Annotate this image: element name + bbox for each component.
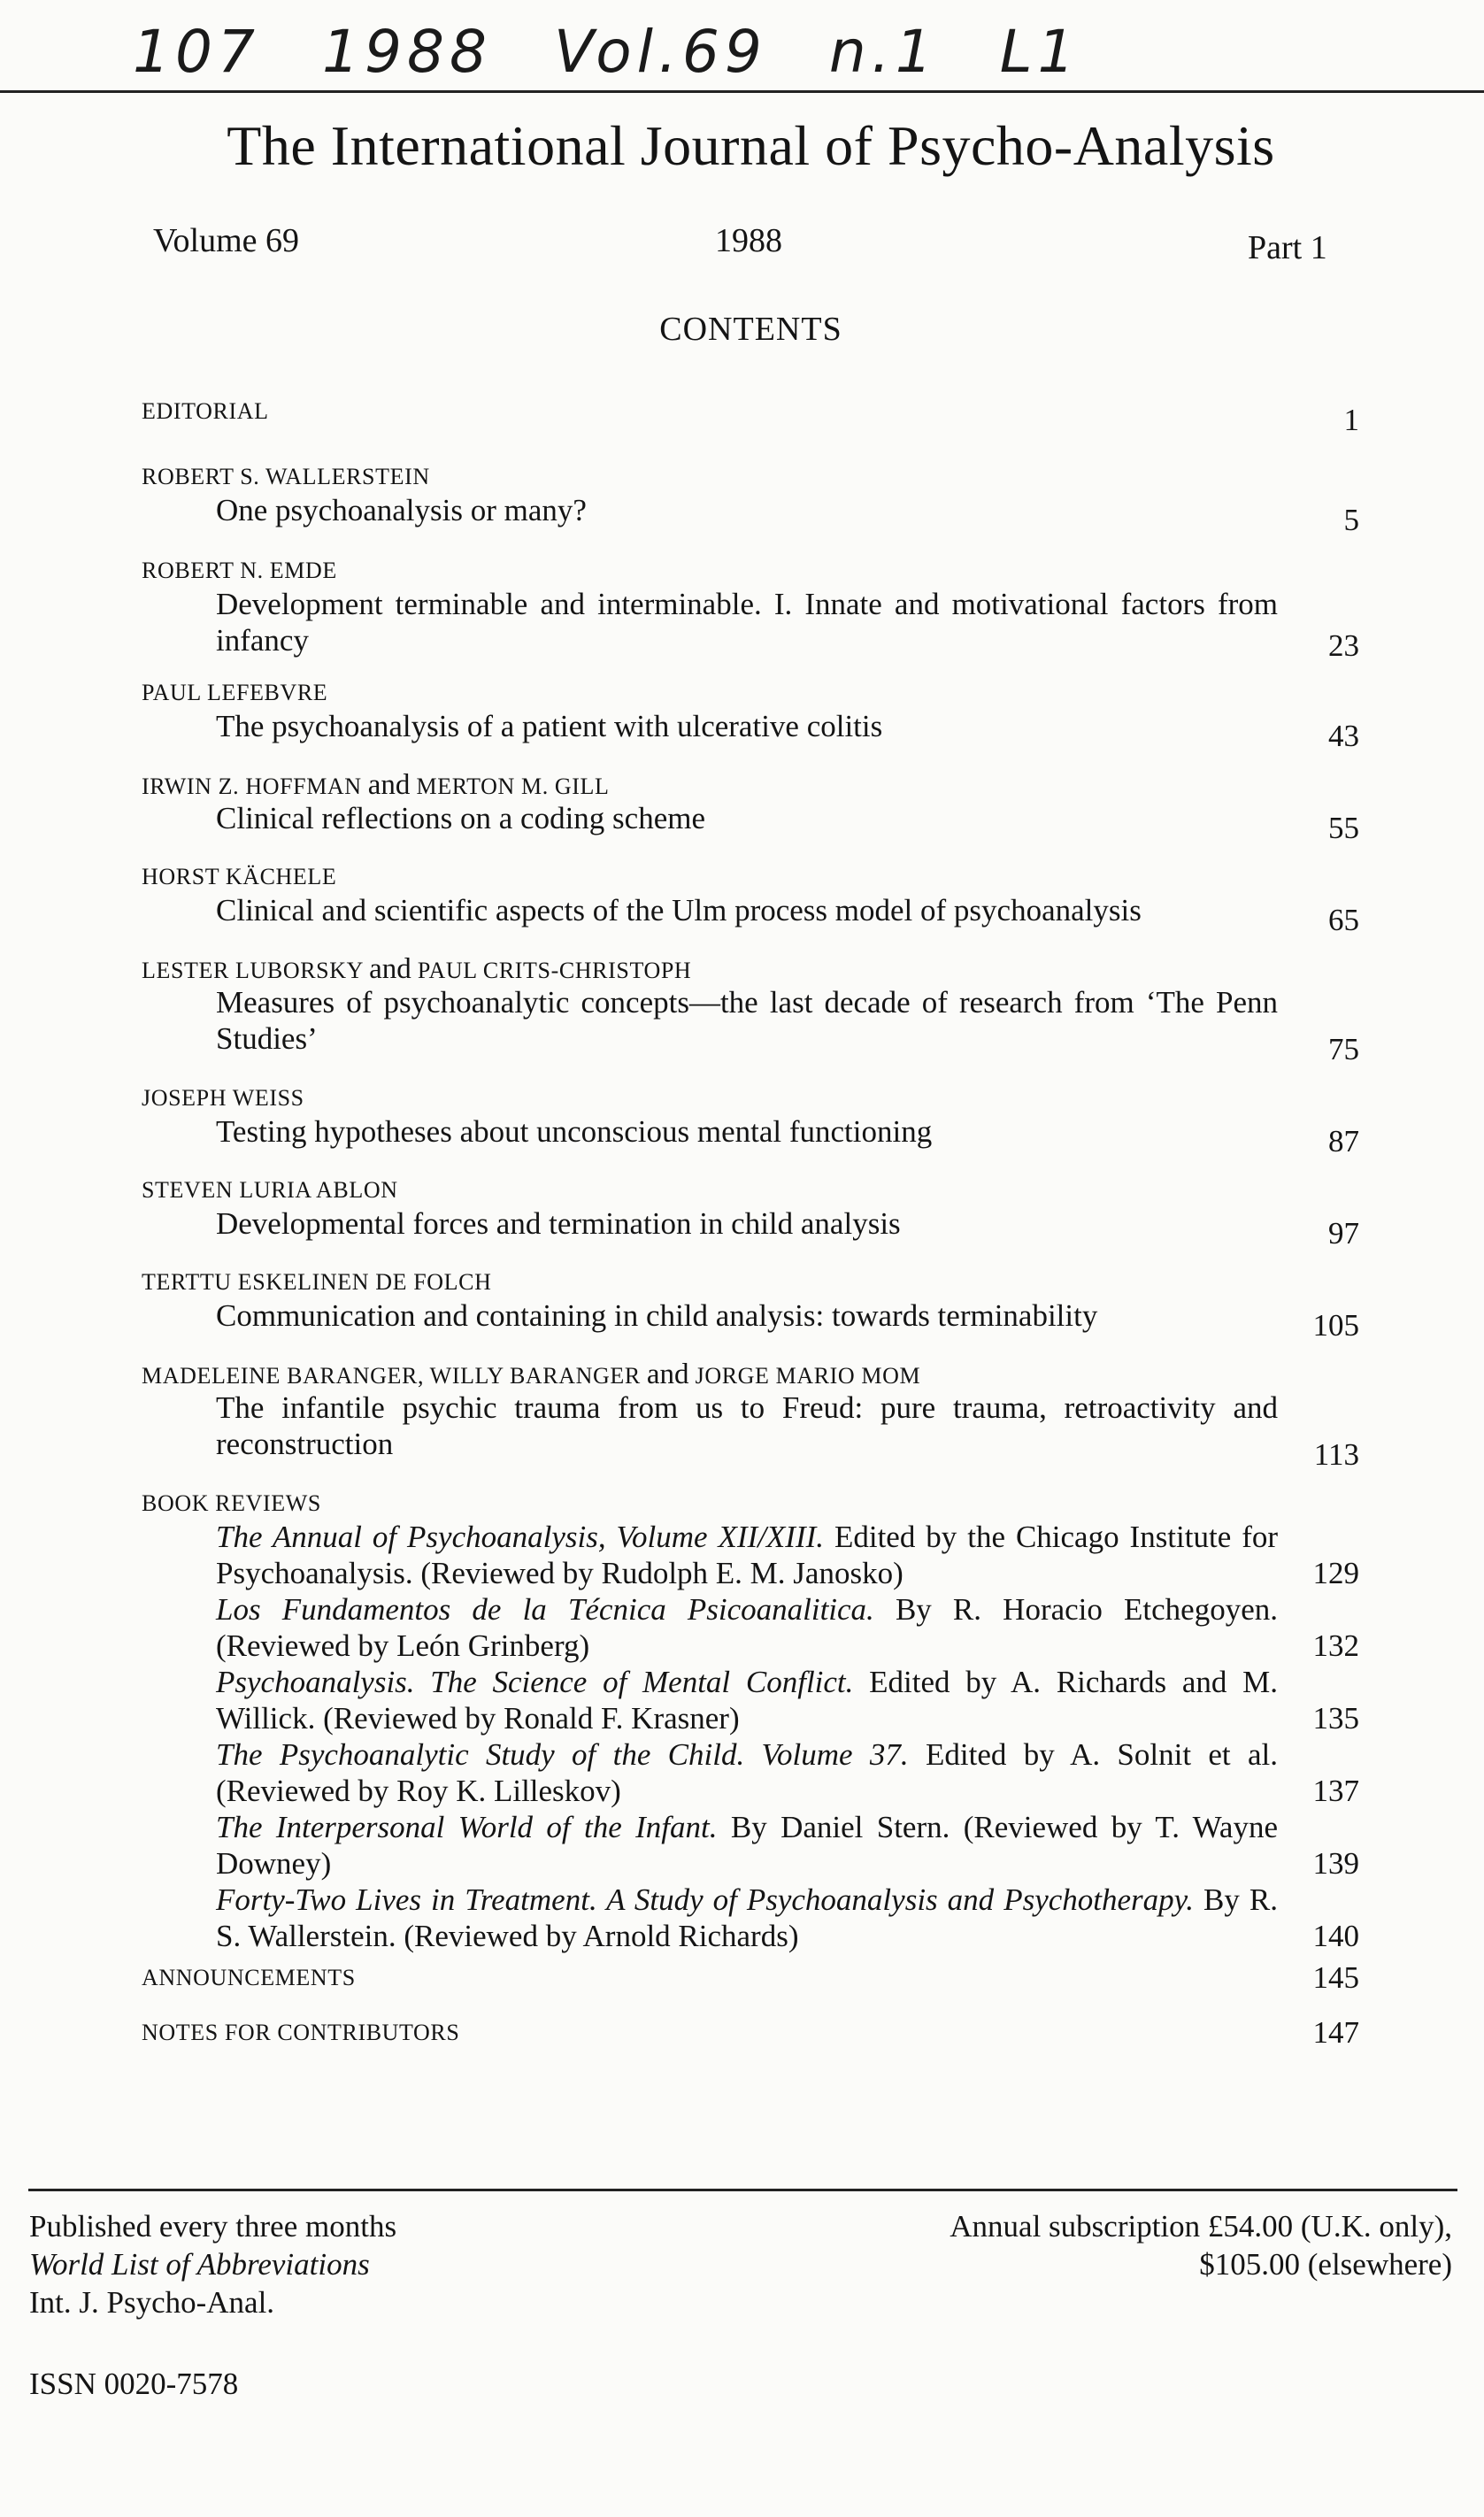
author-name: JOSEPH WEISS [142, 1085, 304, 1111]
page-number: 105 [1312, 1308, 1359, 1343]
article-title [142, 1389, 1359, 1462]
book-review-text [142, 1519, 1359, 1591]
book-review-item [142, 1882, 1359, 1963]
author-name: ROBERT N. EMDE [142, 558, 337, 583]
review-details: By R. S. Wallerstein. (Reviewed by Arnold Richards) [216, 1882, 1279, 1953]
toc-entry [142, 1083, 1359, 1175]
handnote-part: n.1 [828, 18, 938, 86]
book-review-item [142, 1736, 1359, 1809]
page-number: 5 [1343, 503, 1359, 537]
review-details: Edited by A. Solnit et al. (Reviewed by Roy K. Lilleskov) [216, 1737, 1278, 1808]
handnote-part: 1988 [321, 18, 492, 86]
author-2: MERTON M. GILL [416, 774, 610, 799]
page-number: 139 [1312, 1846, 1359, 1881]
book-reviews-heading: BOOK REVIEWS [142, 1490, 321, 1516]
book-title: Forty-Two Lives in Treatment. A Study of Psychoanalysis and Psychotherapy. [216, 1882, 1195, 1917]
book-title: The Psychoanalytic Study of the Child. Volume 37. [216, 1737, 909, 1772]
publication-info [29, 2207, 396, 2321]
author-name [142, 770, 1359, 800]
toc-entry [142, 462, 1359, 556]
book-review-item [142, 1591, 1359, 1664]
part-label: Part 1 [1248, 229, 1327, 266]
article-title [142, 1297, 1359, 1334]
toc-entry-announcements [142, 1960, 1359, 2018]
author-name: PAUL LEFEBVRE [142, 680, 328, 705]
page-number: 43 [1328, 719, 1359, 753]
top-divider [0, 90, 1484, 93]
review-details: Edited by the Chicago Institute for Psychoanalysis. (Reviewed by Rudolph E. M. Janosko) [216, 1520, 1278, 1590]
author-1: IRWIN Z. HOFFMAN [142, 774, 362, 799]
page-number: 55 [1328, 811, 1359, 845]
subscription-elsewhere: $105.00 (elsewhere) [1199, 2247, 1452, 2282]
article-title-text: The infantile psychic trauma from us to Freud: pure trauma, retroactivity and reconstruction [216, 1390, 1278, 1461]
author-1: MADELEINE BARANGER, WILLY BARANGER [142, 1363, 641, 1389]
book-review-item [142, 1809, 1359, 1882]
handnote-part: 107 [133, 18, 260, 86]
page-number: 87 [1328, 1124, 1359, 1158]
page-number: 140 [1312, 1919, 1359, 1953]
author-name [142, 954, 1359, 984]
page-number: 137 [1312, 1774, 1359, 1808]
book-review-text [142, 1736, 1359, 1809]
article-title-text: Clinical reflections on a coding scheme [216, 801, 706, 835]
page-number: 145 [1312, 1960, 1359, 1995]
page-number: 1 [1343, 403, 1359, 437]
book-review-item [142, 1519, 1359, 1591]
page-number: 75 [1328, 1032, 1359, 1066]
toc-entry [142, 862, 1359, 954]
toc-entry [142, 1175, 1359, 1267]
book-title: The Interpersonal World of the Infant. [216, 1810, 718, 1844]
article-title [142, 1205, 1359, 1242]
handnote-part: Vol.69 [553, 18, 767, 86]
article-title-text: Development terminable and interminable. I. Innate and motivational factors from infancy [216, 587, 1278, 658]
article-title-text: Communication and containing in child analysis: towards terminability [216, 1298, 1098, 1333]
toc-entry [142, 678, 1359, 770]
page-number: 23 [1328, 628, 1359, 663]
book-title: Psychoanalysis. The Science of Mental Conflict. [216, 1665, 854, 1699]
page-number: 147 [1312, 2015, 1359, 2050]
toc-entry-notes [142, 2015, 1359, 2073]
book-reviews-section [142, 1489, 1359, 1963]
volume-label: Volume 69 [153, 222, 300, 259]
toc-entry [142, 770, 1359, 862]
section-label: ANNOUNCEMENTS [142, 1965, 356, 1990]
author-1: LESTER LUBORSKY [142, 958, 363, 983]
toc-entry [142, 954, 1359, 1083]
book-review-item [142, 1664, 1359, 1736]
article-title-text: Measures of psychoanalytic concepts—the last decade of research from ‘The Penn Studies’ [216, 985, 1278, 1056]
article-title [142, 586, 1359, 658]
author-name: HORST KÄCHELE [142, 864, 337, 889]
table-of-contents [142, 389, 1359, 2073]
review-details: By Daniel Stern. (Reviewed by T. Wayne Downey) [216, 1810, 1278, 1881]
article-title-text: One psychoanalysis or many? [216, 493, 587, 527]
publication-frequency: Published every three months [29, 2209, 397, 2244]
page-number: 135 [1312, 1701, 1359, 1736]
article-title [142, 492, 1359, 528]
article-title [142, 984, 1359, 1057]
page-number: 129 [1312, 1556, 1359, 1590]
world-list-label: World List of Abbreviations [29, 2247, 370, 2282]
toc-entry [142, 556, 1359, 678]
author-name [142, 1359, 1359, 1389]
page-number: 113 [1313, 1437, 1359, 1472]
contents-heading: CONTENTS [659, 311, 842, 348]
conjunction: and [369, 953, 411, 985]
journal-title: The International Journal of Psycho-Analysis [227, 114, 1275, 177]
bottom-divider [28, 2189, 1457, 2191]
year-label: 1988 [715, 222, 782, 259]
journal-abbreviation: Int. J. Psycho-Anal. [29, 2285, 275, 2320]
review-details: By R. Horacio Etchegoyen. (Reviewed by León Grinberg) [216, 1592, 1278, 1663]
article-title-text: Developmental forces and termination in child analysis [216, 1206, 901, 1241]
handnote-part: L1 [999, 18, 1080, 86]
book-review-text [142, 1809, 1359, 1882]
page-number: 97 [1328, 1216, 1359, 1251]
toc-entry [142, 1267, 1359, 1359]
article-title-text: Clinical and scientific aspects of the Ulm process model of psychoanalysis [216, 893, 1142, 928]
conjunction: and [646, 1359, 689, 1390]
author-name: STEVEN LURIA ABLON [142, 1177, 398, 1203]
section-label: NOTES FOR CONTRIBUTORS [142, 2020, 460, 2045]
article-title [142, 708, 1359, 744]
article-title [142, 892, 1359, 928]
author-2: PAUL CRITS-CHRISTOPH [417, 958, 692, 983]
author-name: TERTTU ESKELINEN DE FOLCH [142, 1269, 492, 1295]
author-name: ROBERT S. WALLERSTEIN [142, 464, 430, 489]
article-title [142, 800, 1359, 836]
issn: ISSN 0020-7578 [29, 2367, 239, 2401]
toc-entry-editorial [142, 389, 1359, 462]
review-details: Edited by A. Richards and M. Willick. (Reviewed by Ronald F. Krasner) [216, 1665, 1279, 1736]
page-number: 65 [1328, 903, 1359, 937]
book-title: Los Fundamentos de la Técnica Psicoanalitica. [216, 1592, 874, 1627]
subscription-uk: Annual subscription £54.00 (U.K. only), [950, 2209, 1452, 2244]
handwritten-catalog-note [133, 18, 1142, 86]
book-title: The Annual of Psychoanalysis, Volume XII/XIII. [216, 1520, 825, 1554]
article-title [142, 1113, 1359, 1150]
book-review-text [142, 1882, 1359, 1954]
section-label: EDITORIAL [142, 398, 269, 424]
book-review-text [142, 1591, 1359, 1664]
page-number: 132 [1312, 1628, 1359, 1663]
book-review-text [142, 1664, 1359, 1736]
toc-entry [142, 1359, 1359, 1489]
conjunction: and [367, 769, 411, 801]
article-title-text: The psychoanalysis of a patient with ulcerative colitis [216, 709, 883, 743]
author-2: JORGE MARIO MOM [695, 1363, 921, 1389]
article-title-text: Testing hypotheses about unconscious mental functioning [216, 1114, 933, 1149]
subscription-info [950, 2207, 1452, 2283]
